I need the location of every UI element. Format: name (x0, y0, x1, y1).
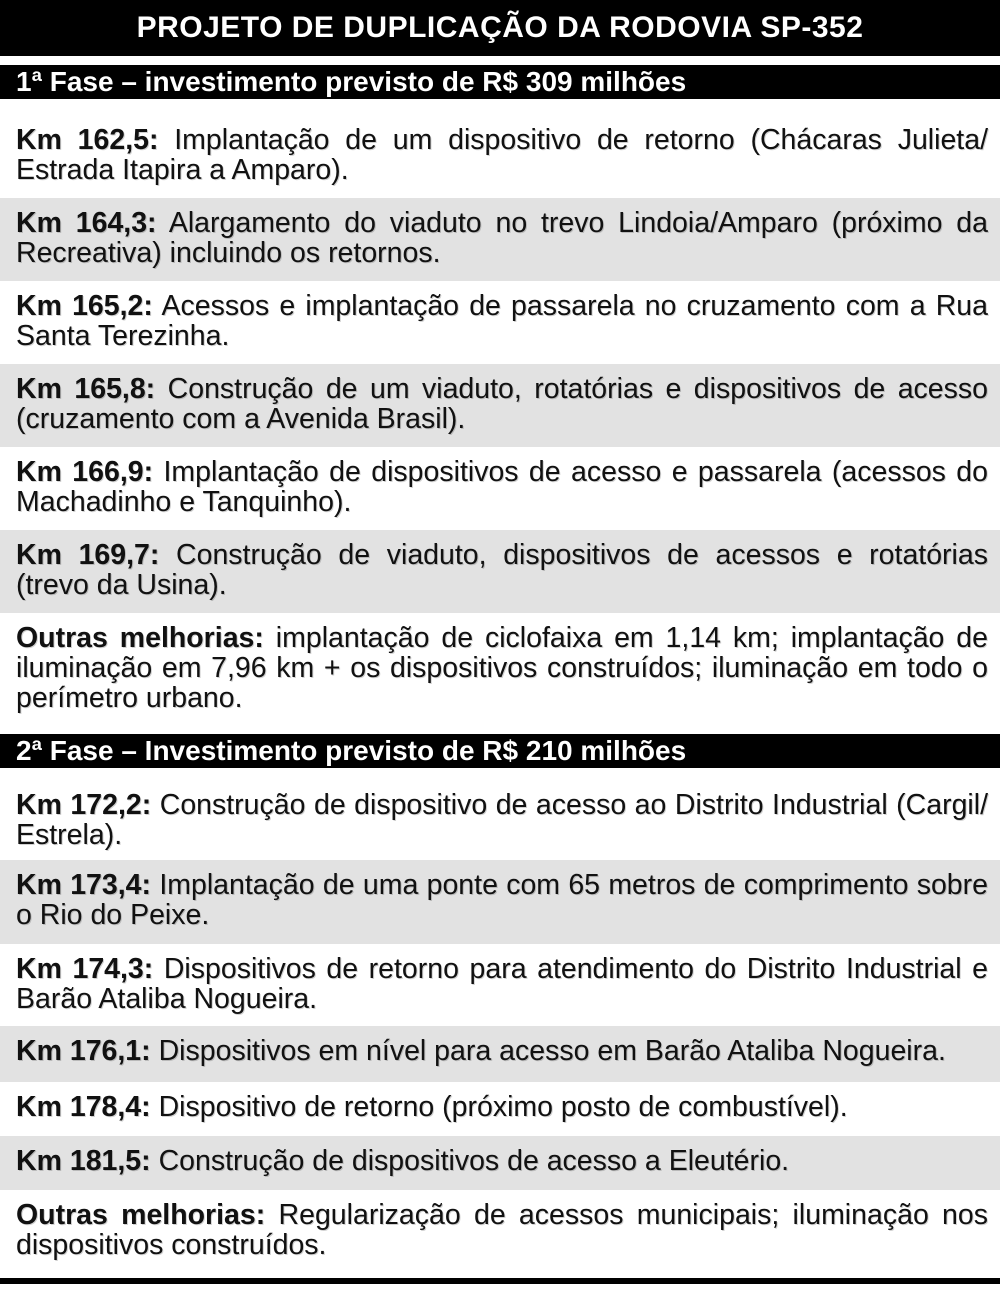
list-item (0, 613, 1000, 726)
phase-2-header: 2ª Fase – Investimento previsto de R$ 210 milhões (0, 734, 1000, 768)
page-title: PROJETO DE DUPLICAÇÃO DA RODOVIA SP-352 (0, 0, 1000, 56)
item-text: Implantação de uma ponte com 65 metros de comprimento sobre o Rio do Peixe. (16, 869, 988, 931)
item-text: Acessos e implantação de passarela no cruzamento com a Rua Santa Terezinha. (16, 290, 988, 352)
list-item (0, 780, 1000, 860)
item-text: Implantação de um dispositivo de retorno (Chácaras Julieta/ Estrada Itapira a Amparo). (16, 124, 988, 186)
km-label: Km 166,9: (16, 456, 154, 488)
item-text: Alargamento do viaduto no trevo Lindoia/Amparo (próximo da Recreativa) incluindo os retornos. (16, 207, 988, 269)
km-label: Km 173,4: (16, 869, 152, 901)
list-item (0, 860, 1000, 944)
list-item (0, 364, 1000, 447)
km-label: Km 162,5: (16, 124, 159, 156)
item-text: Dispositivos em nível para acesso em Barão Ataliba Nogueira. (158, 1035, 946, 1067)
item-text: Construção de viaduto, dispositivos de acessos e rotatórias (trevo da Usina). (16, 539, 988, 601)
list-item (0, 281, 1000, 364)
km-label: Km 172,2: (16, 789, 152, 821)
list-item (0, 1136, 1000, 1190)
km-label: Km 165,2: (16, 290, 153, 322)
km-label: Km 169,7: (16, 539, 160, 571)
list-item (0, 1082, 1000, 1136)
list-item (0, 447, 1000, 530)
km-label: Outras melhorias: (16, 1199, 266, 1231)
item-text: Dispositivo de retorno (próximo posto de combustível). (158, 1091, 848, 1123)
item-text: Regularização de acessos municipais; iluminação nos dispositivos construídos. (16, 1199, 988, 1261)
item-text: implantação de ciclofaixa em 1,14 km; implantação de iluminação em 7,96 km + os dispositivos construídos; iluminação em todo o perímetro urbano. (16, 622, 989, 714)
list-item (0, 198, 1000, 281)
km-label: Km 164,3: (16, 207, 157, 239)
km-label: Outras melhorias: (16, 622, 264, 654)
km-label: Km 165,8: (16, 373, 156, 405)
item-text: Dispositivos de retorno para atendimento do Distrito Industrial e Barão Ataliba Nogueira. (16, 953, 988, 1015)
list-item (0, 115, 1000, 198)
km-label: Km 178,4: (16, 1091, 151, 1123)
km-label: Km 176,1: (16, 1035, 151, 1067)
km-label: Km 174,3: (16, 953, 154, 985)
list-item (0, 1190, 1000, 1278)
item-text: Construção de dispositivo de acesso ao Distrito Industrial (Cargil/ Estrela). (16, 789, 989, 851)
item-text: Construção de um viaduto, rotatórias e dispositivos de acesso (cruzamento com a Avenida Brasil). (16, 373, 989, 435)
list-item (0, 1026, 1000, 1082)
phase-1-header: 1ª Fase – investimento previsto de R$ 309 milhões (0, 65, 1000, 99)
list-item (0, 944, 1000, 1026)
km-label: Km 181,5: (16, 1145, 151, 1177)
list-item (0, 530, 1000, 613)
item-text: Implantação de dispositivos de acesso e passarela (acessos do Machadinho e Tanquinho). (16, 456, 989, 518)
item-text: Construção de dispositivos de acesso a Eleutério. (158, 1145, 790, 1177)
